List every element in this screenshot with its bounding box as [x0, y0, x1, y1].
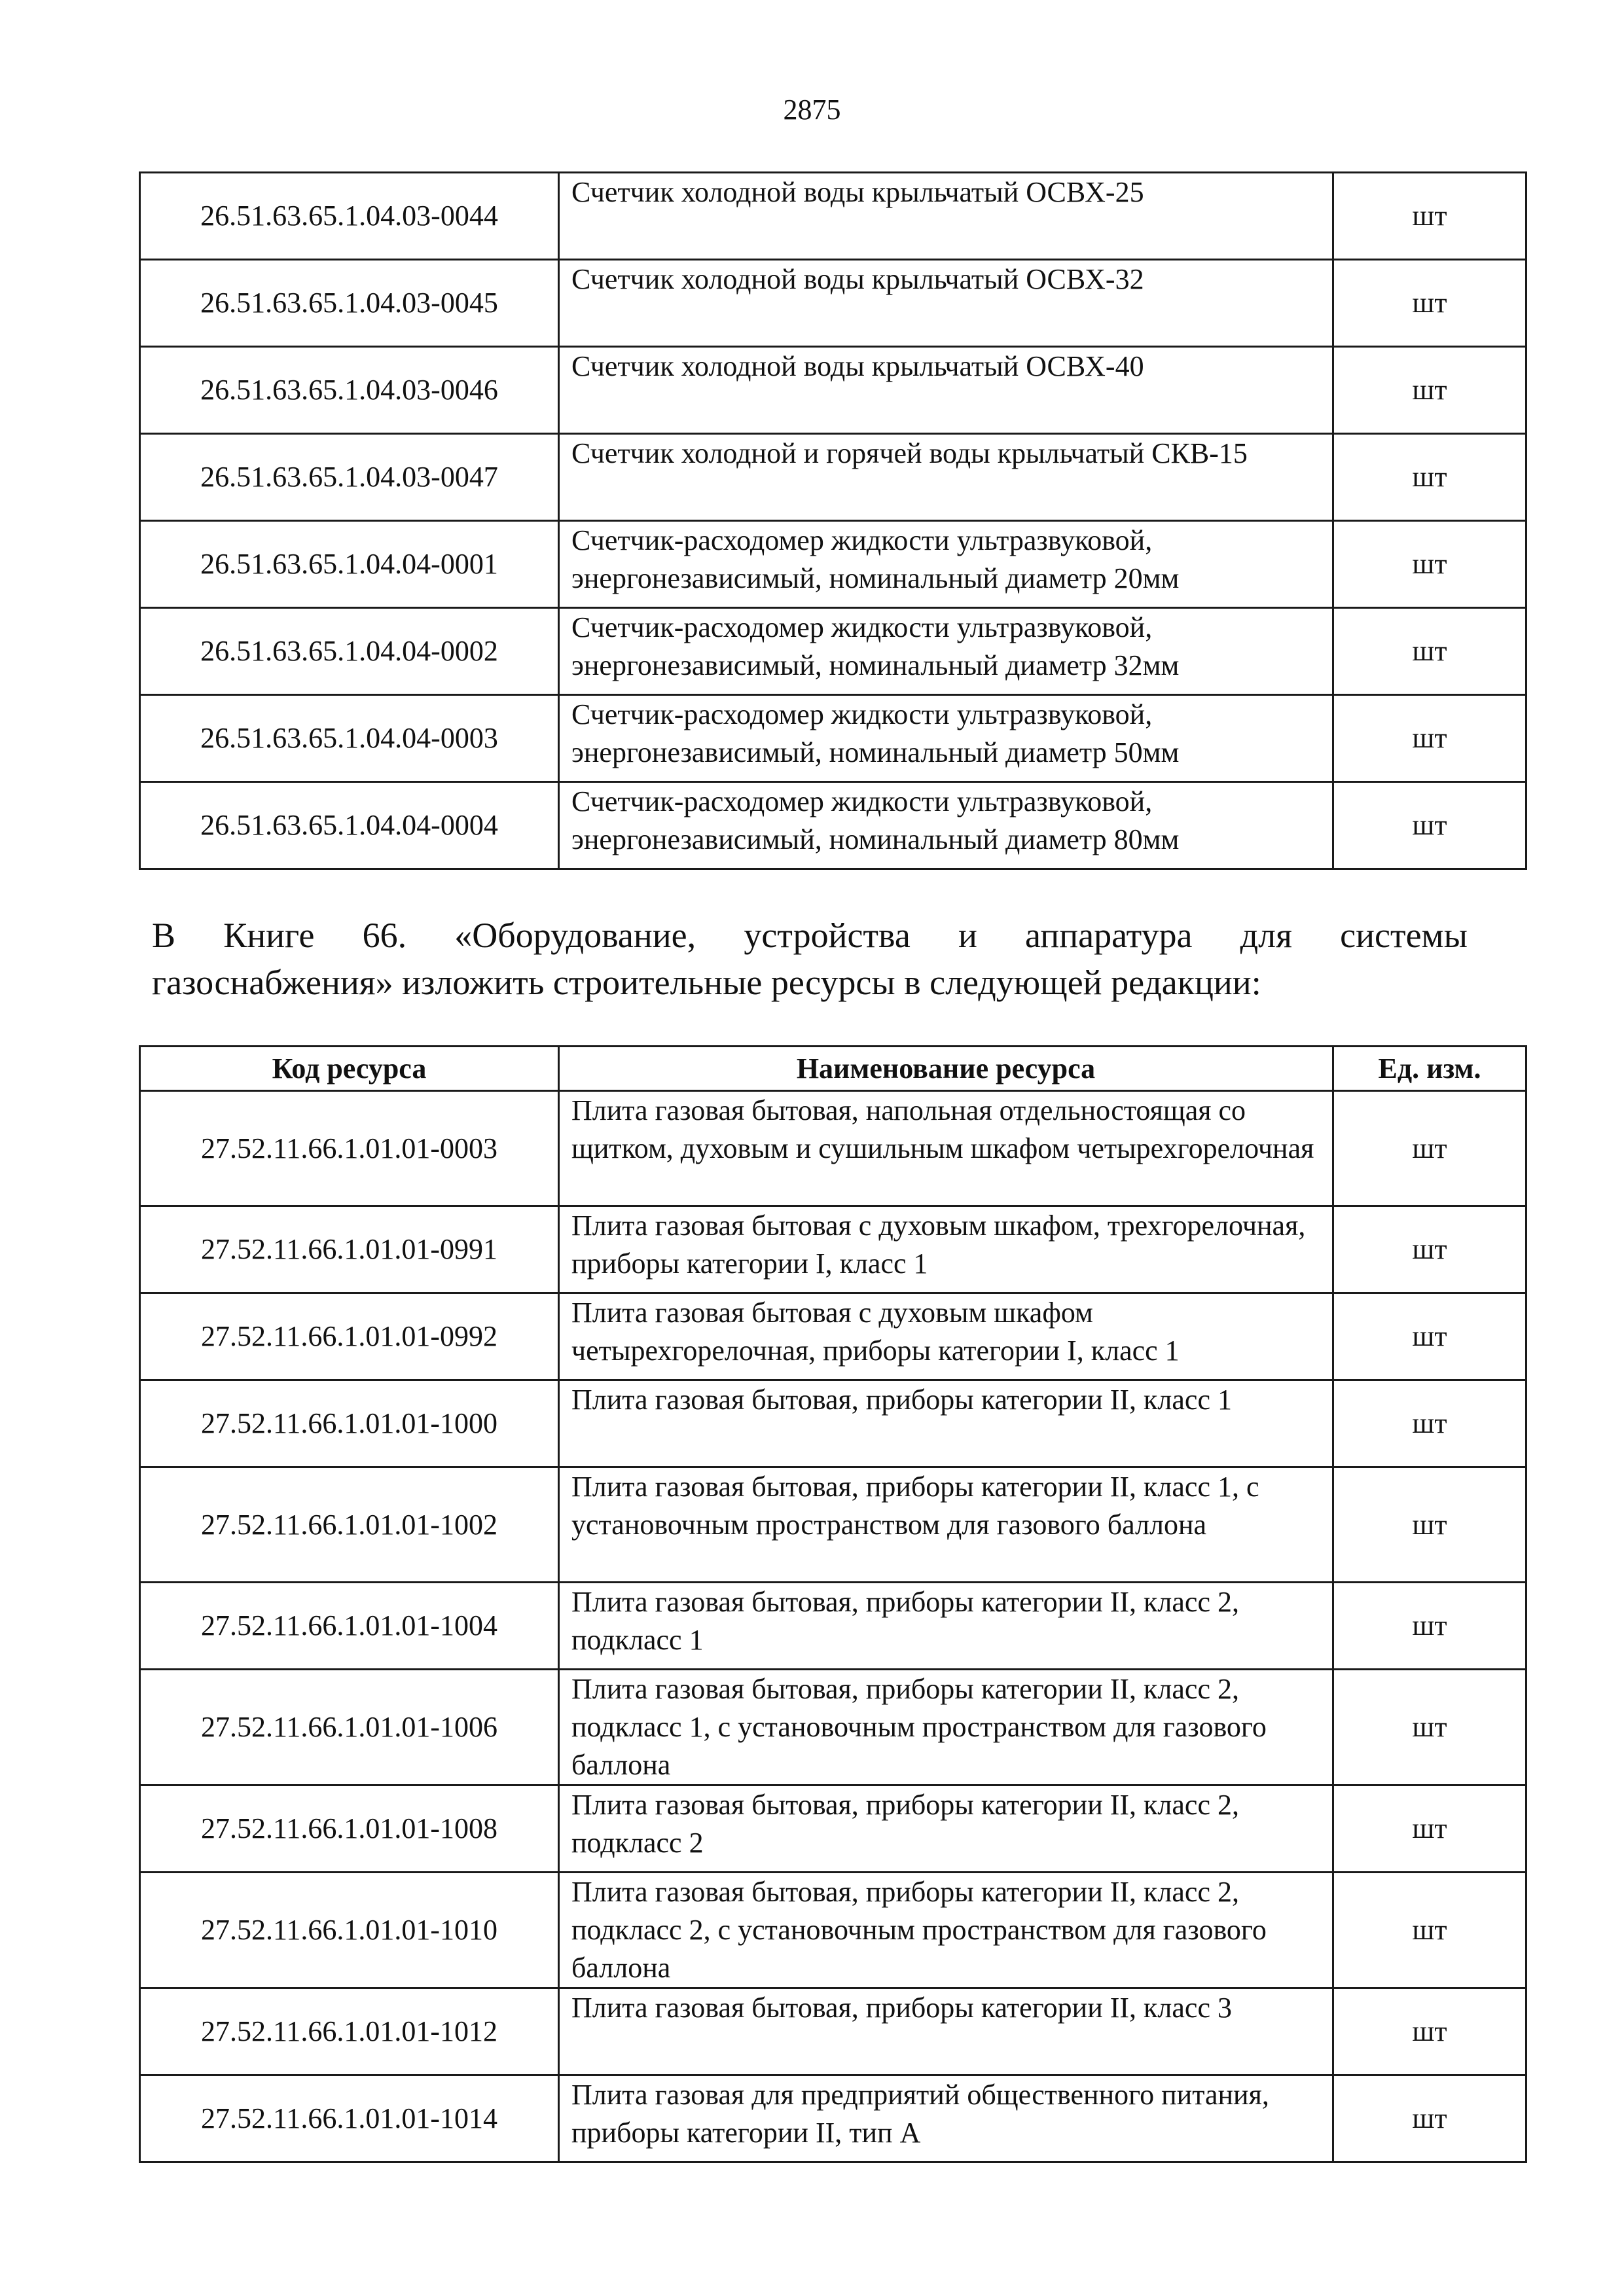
resource-unit: шт [1333, 1206, 1526, 1293]
resource-name: Плита газовая бытовая, напольная отдельностоящая со щитком, духовым и сушильным шкафом четырехгорелочная [559, 1091, 1333, 1206]
resource-name: Счетчик холодной воды крыльчатый ОСВХ-40 [559, 347, 1333, 434]
resource-code: 26.51.63.65.1.04.03-0046 [140, 347, 559, 434]
resource-unit: шт [1333, 2075, 1526, 2162]
resource-name: Счетчик-расходомер жидкости ультразвуковой, энергонезависимый, номинальный диаметр 20мм [559, 521, 1333, 608]
resource-name: Счетчик холодной воды крыльчатый ОСВХ-25 [559, 173, 1333, 260]
table-row [140, 434, 1526, 521]
resource-name: Счетчик-расходомер жидкости ультразвуковой, энергонезависимый, номинальный диаметр 50мм [559, 695, 1333, 782]
resource-code: 27.52.11.66.1.01.01-0991 [140, 1206, 559, 1293]
resource-table [139, 1045, 1527, 2163]
table-row [140, 1091, 1526, 1206]
resource-unit: шт [1333, 1091, 1526, 1206]
resource-name: Плита газовая бытовая, приборы категории II, класс 2, подкласс 2, с установочным пространством для газового баллона [559, 1873, 1333, 1988]
resource-unit: шт [1333, 260, 1526, 347]
table-row [140, 695, 1526, 782]
resource-unit: шт [1333, 695, 1526, 782]
resource-name: Счетчик холодной и горячей воды крыльчатый СКВ-15 [559, 434, 1333, 521]
resource-code: 27.52.11.66.1.01.01-1000 [140, 1380, 559, 1467]
section-intro-paragraph [152, 912, 1468, 1006]
table-row [140, 2075, 1526, 2162]
resource-code: 27.52.11.66.1.01.01-1008 [140, 1785, 559, 1873]
resource-name: Плита газовая бытовая, приборы категории II, класс 1 [559, 1380, 1333, 1467]
resource-unit: шт [1333, 1467, 1526, 1583]
resource-name: Счетчик холодной воды крыльчатый ОСВХ-32 [559, 260, 1333, 347]
resource-code: 26.51.63.65.1.04.04-0002 [140, 608, 559, 695]
resource-unit: шт [1333, 608, 1526, 695]
intro-line-1: В Книге 66. «Оборудование, устройства и аппаратура для системы [152, 916, 1468, 955]
table-row [140, 1206, 1526, 1293]
resource-name: Плита газовая бытовая, приборы категории II, класс 2, подкласс 2 [559, 1785, 1333, 1873]
header-unit: Ед. изм. [1333, 1047, 1526, 1091]
resource-unit: шт [1333, 1873, 1526, 1988]
table-row [140, 1583, 1526, 1670]
resource-unit: шт [1333, 1583, 1526, 1670]
table-row [140, 782, 1526, 869]
header-name: Наименование ресурса [559, 1047, 1333, 1091]
table-row [140, 1785, 1526, 1873]
resource-name: Плита газовая бытовая с духовым шкафом, трехгорелочная, приборы категории I, класс 1 [559, 1206, 1333, 1293]
resource-name: Плита газовая бытовая, приборы категории II, класс 3 [559, 1988, 1333, 2075]
table-header-row [140, 1047, 1526, 1091]
resource-unit: шт [1333, 521, 1526, 608]
resource-code: 26.51.63.65.1.04.03-0044 [140, 173, 559, 260]
resource-code: 26.51.63.65.1.04.03-0045 [140, 260, 559, 347]
resource-name: Плита газовая бытовая с духовым шкафом четырехгорелочная, приборы категории I, класс 1 [559, 1293, 1333, 1380]
resource-name: Счетчик-расходомер жидкости ультразвуковой, энергонезависимый, номинальный диаметр 80мм [559, 782, 1333, 869]
resource-code: 26.51.63.65.1.04.03-0047 [140, 434, 559, 521]
resource-name: Плита газовая бытовая, приборы категории II, класс 1, с установочным пространством для газового баллона [559, 1467, 1333, 1583]
resource-name: Плита газовая бытовая, приборы категории II, класс 2, подкласс 1 [559, 1583, 1333, 1670]
page-number: 2875 [783, 94, 841, 126]
resource-code: 27.52.11.66.1.01.01-1014 [140, 2075, 559, 2162]
resource-code: 27.52.11.66.1.01.01-1004 [140, 1583, 559, 1670]
table-row [140, 521, 1526, 608]
resource-code: 26.51.63.65.1.04.04-0003 [140, 695, 559, 782]
resource-name: Плита газовая для предприятий общественного питания, приборы категории II, тип А [559, 2075, 1333, 2162]
resource-name: Плита газовая бытовая, приборы категории II, класс 2, подкласс 1, с установочным пространством для газового баллона [559, 1670, 1333, 1785]
table-row [140, 1380, 1526, 1467]
resource-table-continuation [139, 171, 1527, 870]
intro-line-2: газоснабжения» изложить строительные ресурсы в следующей редакции: [152, 963, 1261, 1002]
table-row [140, 1873, 1526, 1988]
resource-unit: шт [1333, 1988, 1526, 2075]
resource-unit: шт [1333, 1670, 1526, 1785]
table-row [140, 1467, 1526, 1583]
table-row [140, 1293, 1526, 1380]
table-row [140, 347, 1526, 434]
resource-code: 27.52.11.66.1.01.01-1002 [140, 1467, 559, 1583]
resource-name: Счетчик-расходомер жидкости ультразвуковой, энергонезависимый, номинальный диаметр 32мм [559, 608, 1333, 695]
resource-unit: шт [1333, 434, 1526, 521]
table-row [140, 260, 1526, 347]
resource-unit: шт [1333, 173, 1526, 260]
table-row [140, 173, 1526, 260]
resource-code: 27.52.11.66.1.01.01-0003 [140, 1091, 559, 1206]
resource-code: 27.52.11.66.1.01.01-1010 [140, 1873, 559, 1988]
resource-code: 27.52.11.66.1.01.01-0992 [140, 1293, 559, 1380]
table-row [140, 1988, 1526, 2075]
resource-unit: шт [1333, 1380, 1526, 1467]
resource-code: 26.51.63.65.1.04.04-0004 [140, 782, 559, 869]
header-code: Код ресурса [140, 1047, 559, 1091]
resource-unit: шт [1333, 1785, 1526, 1873]
resource-code: 27.52.11.66.1.01.01-1012 [140, 1988, 559, 2075]
table-row [140, 608, 1526, 695]
table-row [140, 1670, 1526, 1785]
resource-unit: шт [1333, 1293, 1526, 1380]
resource-code: 27.52.11.66.1.01.01-1006 [140, 1670, 559, 1785]
resource-unit: шт [1333, 782, 1526, 869]
resource-code: 26.51.63.65.1.04.04-0001 [140, 521, 559, 608]
resource-unit: шт [1333, 347, 1526, 434]
